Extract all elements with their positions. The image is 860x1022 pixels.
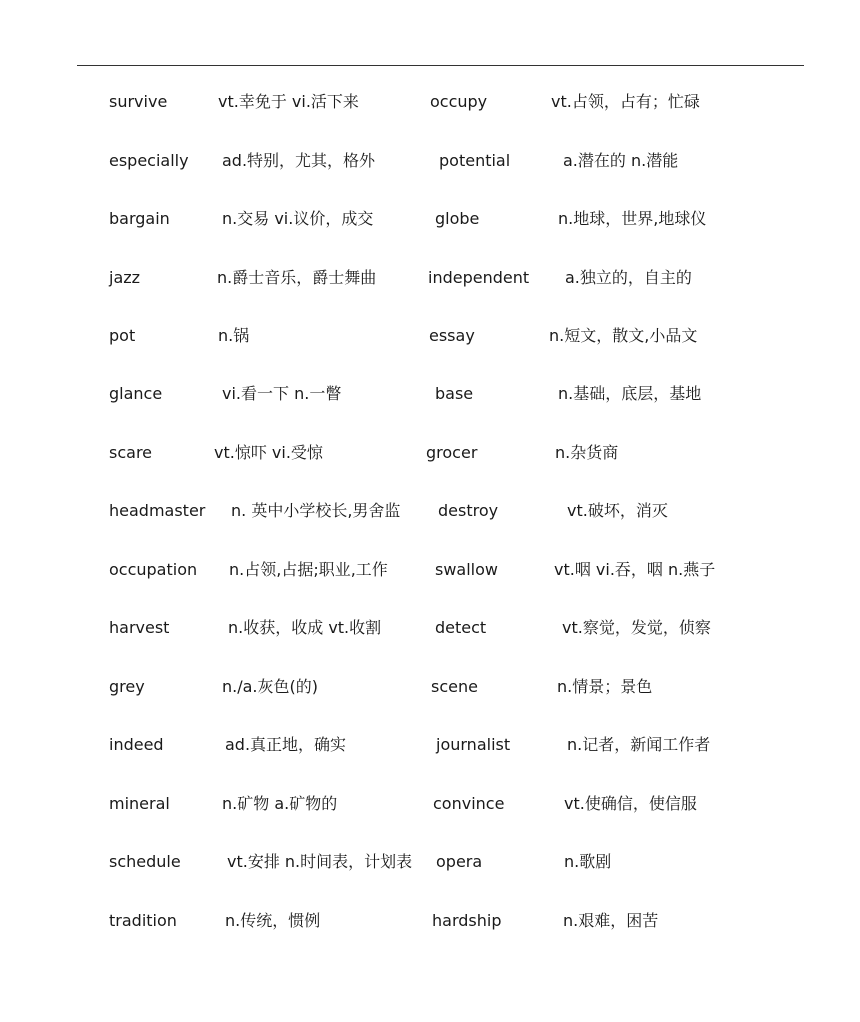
definition-left: n.占领,占据;职业,工作	[229, 560, 388, 579]
definition-left: vt.幸免于 vi.活下来	[218, 92, 359, 111]
definition-right: vt.占领，占有；忙碌	[551, 92, 700, 111]
definition-left: n.锅	[218, 326, 250, 345]
definition-right: n.杂货商	[555, 443, 619, 462]
definition-right: n.情景；景色	[557, 677, 653, 696]
word-right: detect	[435, 618, 487, 637]
definition-left: n.交易 vi.议价，成交	[222, 209, 374, 228]
vocab-row	[0, 441, 860, 465]
word-right: independent	[428, 268, 530, 287]
vocab-row	[0, 499, 860, 523]
definition-right: a.独立的，自主的	[565, 268, 692, 287]
word-right: destroy	[438, 501, 499, 520]
word-right: essay	[429, 326, 475, 345]
word-right: swallow	[435, 560, 498, 579]
vocab-row	[0, 909, 860, 933]
word-left: bargain	[109, 209, 170, 228]
word-right: grocer	[426, 443, 478, 462]
definition-right: n.基础，底层，基地	[558, 384, 702, 403]
word-left: indeed	[109, 735, 164, 754]
vocab-row	[0, 850, 860, 874]
word-right: convince	[433, 794, 505, 813]
vocab-row	[0, 733, 860, 757]
vocab-row	[0, 675, 860, 699]
definition-right: n.记者，新闻工作者	[567, 735, 711, 754]
definition-left: n./a.灰色(的)	[222, 677, 318, 696]
word-left: schedule	[109, 852, 181, 871]
word-right: scene	[431, 677, 478, 696]
word-right: base	[435, 384, 474, 403]
word-left: survive	[109, 92, 168, 111]
definition-left: vi.看一下 n.一瞥	[222, 384, 342, 403]
vocab-row	[0, 266, 860, 290]
vocab-row	[0, 558, 860, 582]
word-left: mineral	[109, 794, 170, 813]
definition-right: n.歌剧	[564, 852, 612, 871]
definition-right: a.潜在的 n.潜能	[563, 151, 679, 170]
definition-right: n.地球，世界,地球仪	[558, 209, 707, 228]
definition-right: vt.察觉，发觉，侦察	[562, 618, 711, 637]
word-left: scare	[109, 443, 153, 462]
vocab-row	[0, 616, 860, 640]
word-left: grey	[109, 677, 145, 696]
word-right: opera	[436, 852, 483, 871]
word-left: harvest	[109, 618, 170, 637]
vocab-row	[0, 207, 860, 231]
word-right: potential	[439, 151, 511, 170]
word-right: journalist	[436, 735, 511, 754]
definition-right: n.短文，散文,小品文	[549, 326, 698, 345]
word-left: headmaster	[109, 501, 206, 520]
word-left: pot	[109, 326, 136, 345]
word-left: tradition	[109, 911, 177, 930]
definition-left: n.矿物 a.矿物的	[222, 794, 338, 813]
word-left: especially	[109, 151, 189, 170]
definition-left: ad.特别，尤其，格外	[222, 151, 376, 170]
vocab-row	[0, 90, 860, 114]
definition-left: n.爵士音乐，爵士舞曲	[217, 268, 377, 287]
word-right: hardship	[432, 911, 502, 930]
word-right: occupy	[430, 92, 488, 111]
word-left: glance	[109, 384, 163, 403]
word-left: jazz	[109, 268, 141, 287]
definition-right: n.艰难，困苦	[563, 911, 659, 930]
definition-right: vt.破坏，消灭	[567, 501, 668, 520]
definition-left: n. 英中小学校长,男舍监	[231, 501, 401, 520]
definition-left: n.收获，收成 vt.收割	[228, 618, 382, 637]
definition-left: n.传统，惯例	[225, 911, 321, 930]
vocab-row	[0, 792, 860, 816]
definition-right: vt.使确信，使信服	[564, 794, 697, 813]
definition-left: ad.真正地，确实	[225, 735, 347, 754]
word-left: occupation	[109, 560, 198, 579]
vocab-row	[0, 382, 860, 406]
word-right: globe	[435, 209, 480, 228]
definition-left: vt.安排 n.时间表，计划表	[227, 852, 413, 871]
vocab-row	[0, 149, 860, 173]
vocab-row	[0, 324, 860, 348]
definition-right: vt.咽 vi.吞，咽 n.燕子	[554, 560, 716, 579]
definition-left: vt.惊吓 vi.受惊	[214, 443, 323, 462]
